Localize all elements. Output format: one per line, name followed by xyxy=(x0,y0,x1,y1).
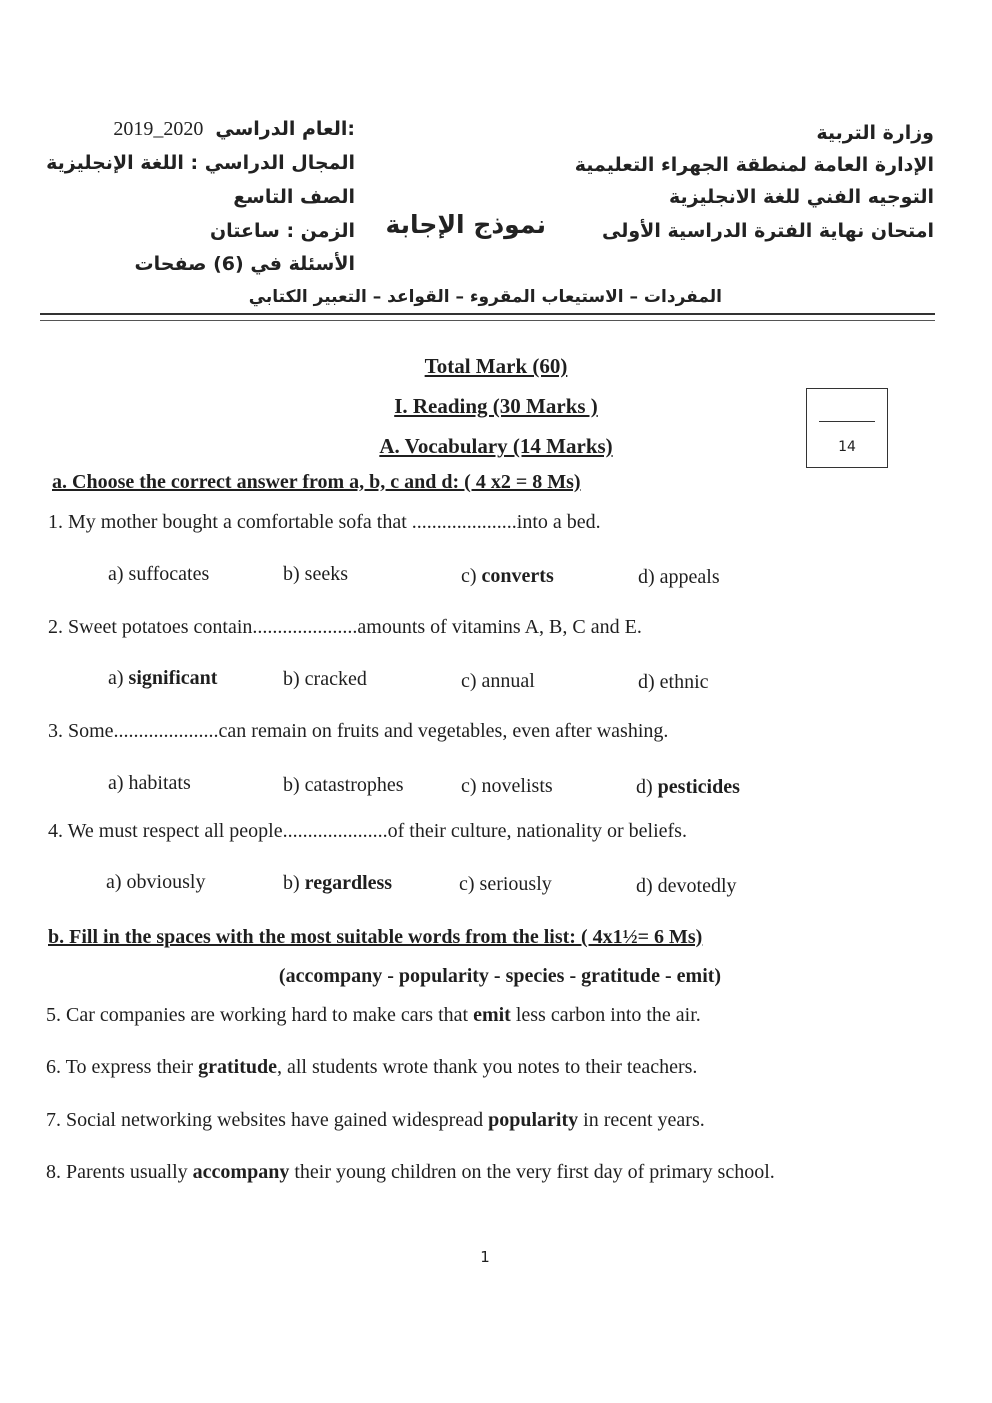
option-3d: d) pesticides xyxy=(636,776,740,798)
school-year xyxy=(113,118,355,141)
option-4b: b) regardless xyxy=(283,872,393,894)
page-count: الأسئلة في (6) صفحات xyxy=(134,253,355,275)
option-2a: a) significant xyxy=(108,667,218,689)
option-2b: b) cracked xyxy=(283,668,367,690)
mark-box-value: 14 xyxy=(838,439,856,455)
subject: المجال الدراسي : اللغة الإنجليزية xyxy=(46,152,355,174)
option-4a: a) obviously xyxy=(106,871,206,893)
section-b-heading: b. Fill in the spaces with the most suitable words from the list: ( 4x1½= 6 Ms) xyxy=(48,926,703,948)
supervision-name: التوجيه الفني للغة الانجليزية xyxy=(668,186,934,208)
option-4d: d) devotedly xyxy=(636,875,737,897)
word-list: (accompany - popularity - species - gratitude - emit) xyxy=(278,965,722,987)
header-divider xyxy=(40,313,935,315)
vocabulary-title: A. Vocabulary (14 Marks) xyxy=(379,434,613,458)
directorate-name: الإدارة العامة لمنطقة الجهراء التعليمية xyxy=(574,154,934,176)
option-3c: c) novelists xyxy=(461,775,553,797)
exam-time: الزمن : ساعتان xyxy=(209,220,355,242)
option-2d: d) ethnic xyxy=(638,671,709,693)
option-3b: b) catastrophes xyxy=(283,774,404,796)
question-4: 4. We must respect all people.....................of their culture, nationality or beliefs. xyxy=(48,820,687,842)
total-mark-title: Total Mark (60) xyxy=(424,354,568,378)
option-1b: b) seeks xyxy=(283,563,348,585)
page-number: 1 xyxy=(480,1248,490,1266)
option-1c: c) converts xyxy=(461,565,554,587)
model-answer-title: نموذج الإجابة xyxy=(385,210,546,239)
mark-box xyxy=(806,388,888,468)
school-year-label: العام الدراسي: xyxy=(215,118,355,140)
question-1: 1. My mother bought a comfortable sofa that .....................into a bed. xyxy=(48,511,601,533)
question-3: 3. Some.....................can remain on fruits and vegetables, even after washing. xyxy=(48,720,669,742)
option-1d: d) appeals xyxy=(638,566,720,588)
fill-item-6: 6. To express their gratitude, all students wrote thank you notes to their teachers. xyxy=(46,1056,698,1078)
fill-item-5: 5. Car companies are working hard to make cars that emit less carbon into the air. xyxy=(46,1004,701,1026)
fill-item-8: 8. Parents usually accompany their young children on the very first day of primary school. xyxy=(46,1161,775,1183)
grade: الصف التاسع xyxy=(233,186,355,208)
option-4c: c) seriously xyxy=(459,873,552,895)
question-2: 2. Sweet potatoes contain.....................amounts of vitamins A, B, C and E. xyxy=(48,616,642,638)
option-3a: a) habitats xyxy=(108,772,191,794)
option-2c: c) annual xyxy=(461,670,535,692)
option-1a: a) suffocates xyxy=(108,563,210,585)
ministry-name: وزارة التربية xyxy=(816,122,934,144)
header-divider-thin xyxy=(40,320,935,321)
reading-title: I. Reading (30 Marks ) xyxy=(394,394,598,418)
mark-box-line xyxy=(819,421,875,422)
exam-name: امتحان نهاية الفترة الدراسية الأولى xyxy=(602,220,934,242)
skills-line: المفردات – الاستيعاب المقروء – القواعد – التعبير الكتابي xyxy=(248,287,722,307)
section-a-heading: a. Choose the correct answer from a, b, c and d: ( 4 x2 = 8 Ms) xyxy=(52,471,581,493)
school-year-value: 2019_2020 xyxy=(113,118,204,140)
fill-item-7: 7. Social networking websites have gained widespread popularity in recent years. xyxy=(46,1109,705,1131)
